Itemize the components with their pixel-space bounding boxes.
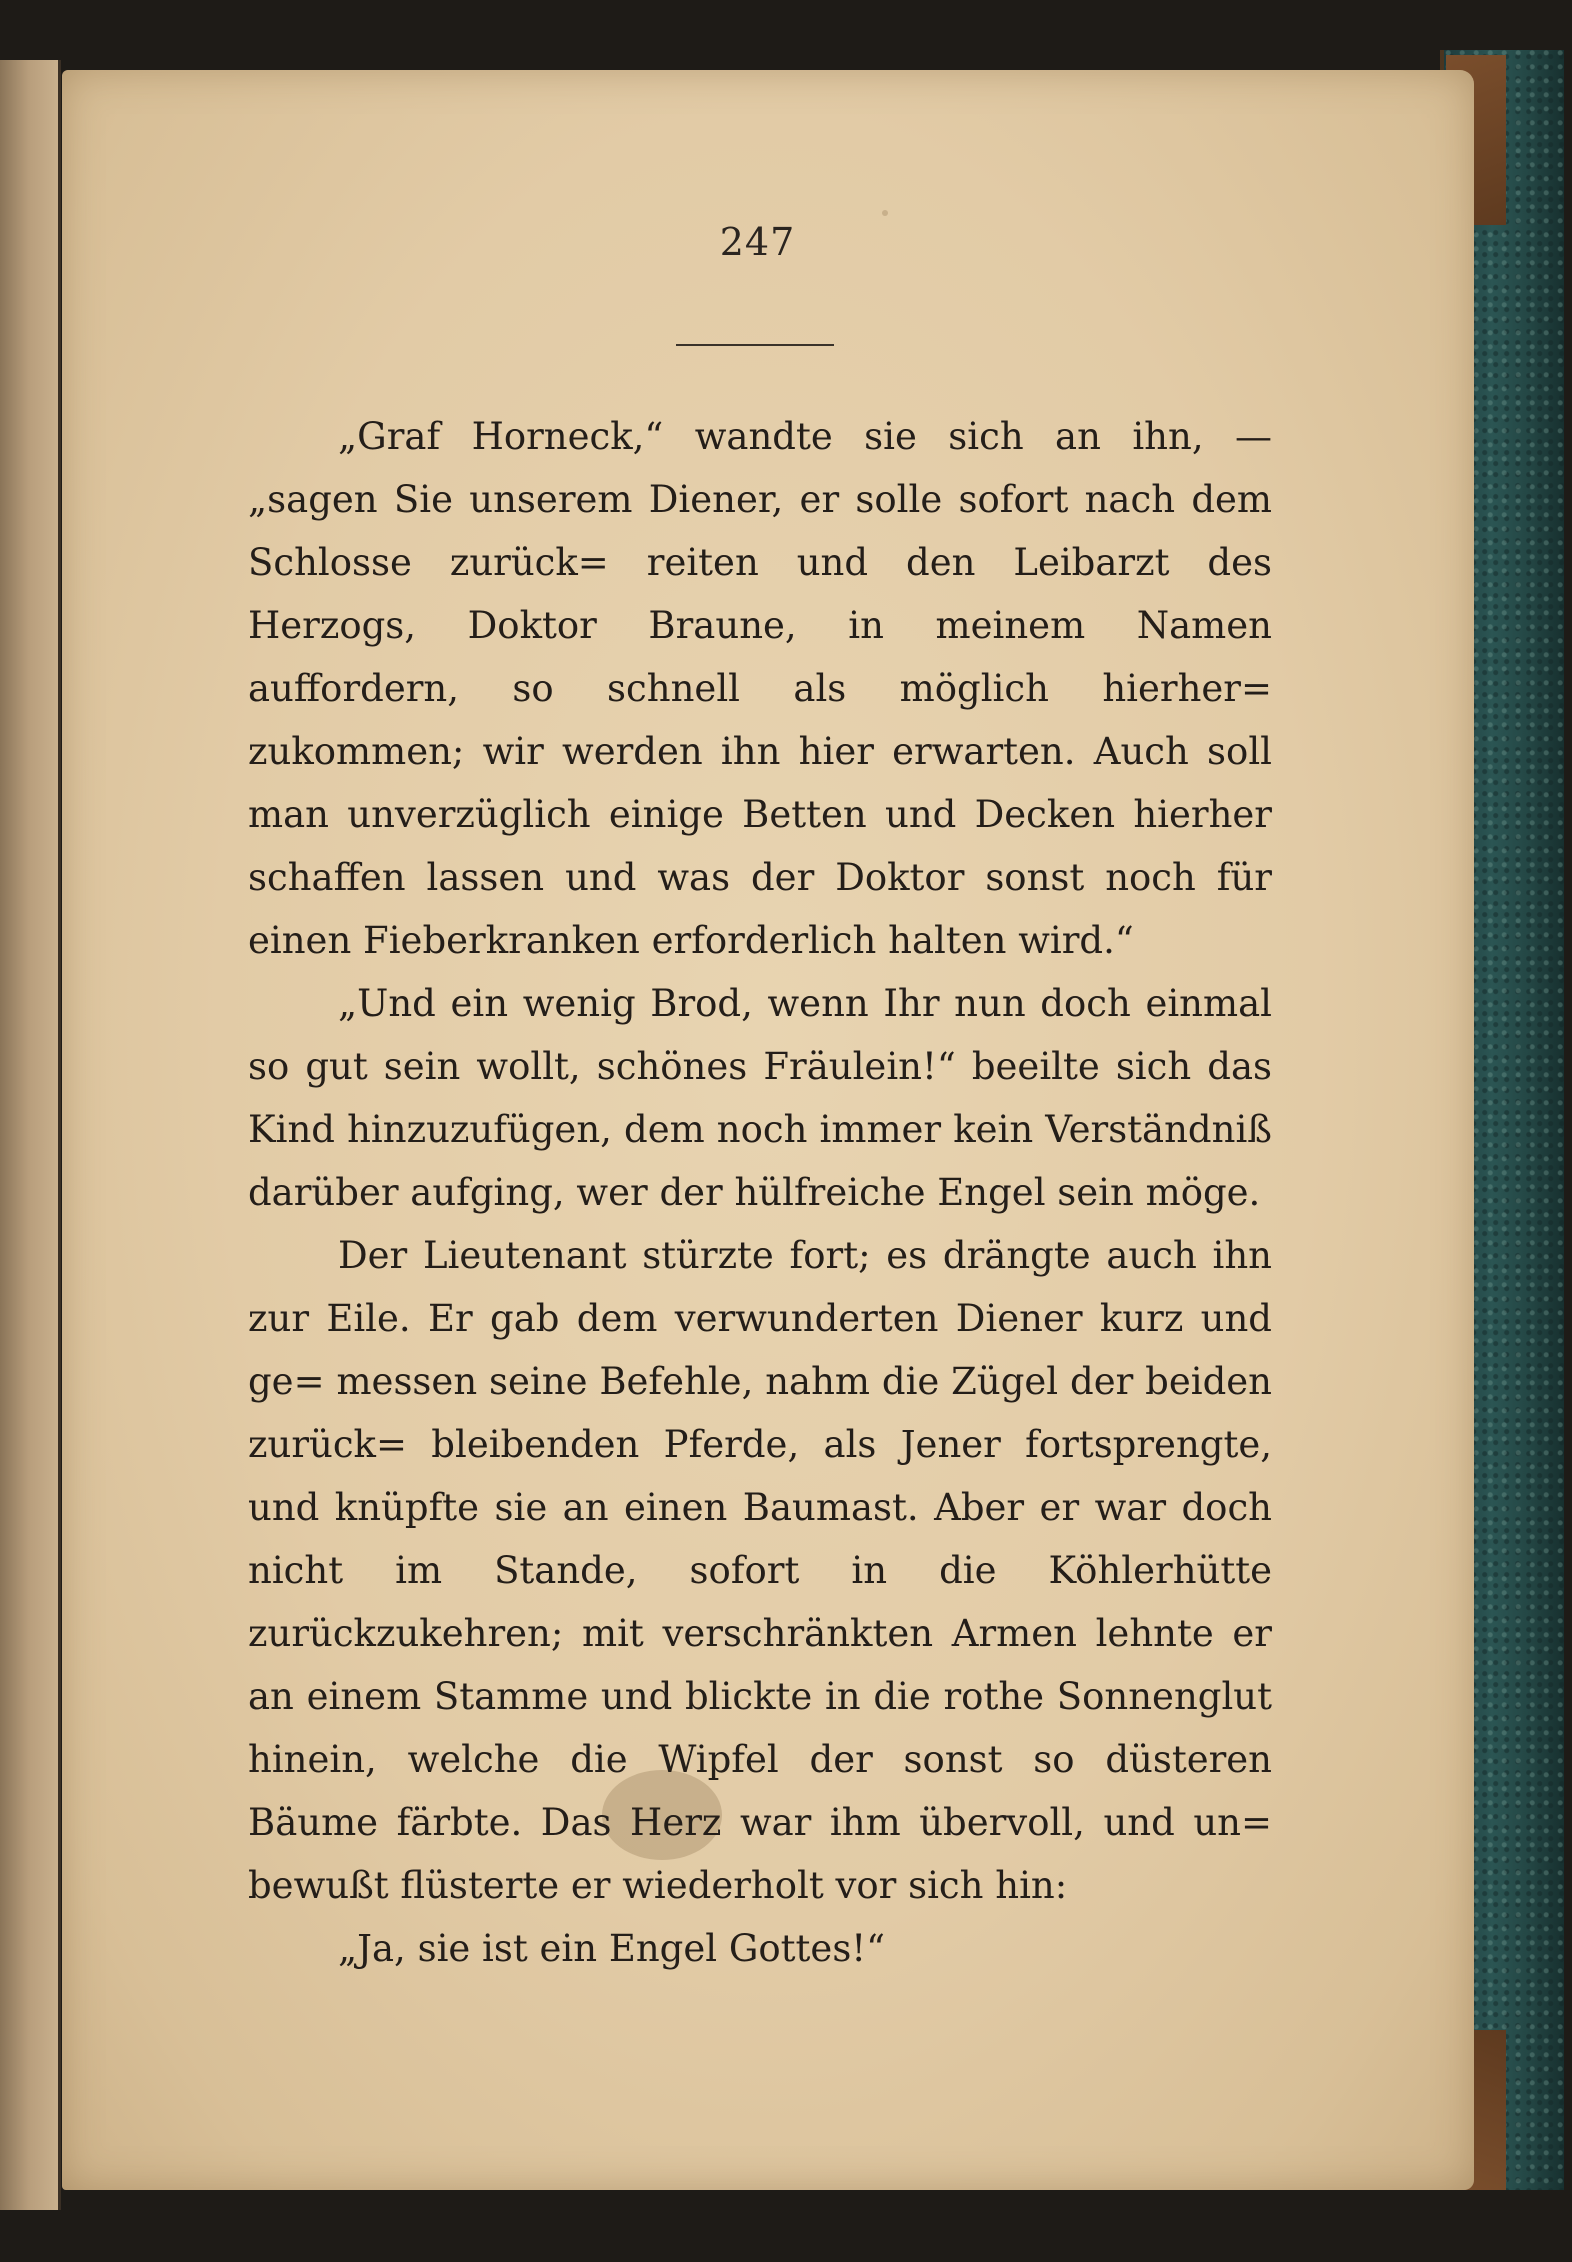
paragraph: Der Lieutenant stürzte fort; es drängte auch ihn zur Eile. Er gab dem verwunderten Diener kurz und ge= messen seine Befehle, nahm die Zügel der beiden zurück= bleibenden Pferde, als Jener fortsprengte, und knüpfte sie an einen Baumast. Aber er war doch nicht im Stande, sofort in die Köhlerhütte zurückzukehren; mit verschränkten Armen lehnte er an einem Stamme und blickte in die rothe Sonnenglut hinein, welche die Wipfel der sonst so düsteren Bäume färbte. Das Herz war ihm übervoll, und un= bewußt flüsterte er wiederholt vor sich hin: — [248, 1234, 1272, 1907]
paragraph: „Und ein wenig Brod, wenn Ihr nun doch einmal so gut sein wollt, schönes Fräulein!“ beeilte sich das Kind hinzuzufügen, dem noch immer kein Verständniß darüber aufging, wer der hülfreiche Engel sein möge. — [248, 982, 1272, 1214]
paper-speck — [882, 210, 888, 216]
paragraph: „Ja, sie ist ein Engel Gottes!“ — [338, 1927, 886, 1970]
facing-page-edge — [0, 60, 61, 2210]
body-text — [248, 405, 1272, 1980]
page-number: 247 — [719, 220, 796, 264]
paragraph: „Graf Horneck,“ wandte sie sich an ihn, — „sagen Sie unserem Diener, er solle sofort nach dem Schlosse zurück= reiten und den Leibarzt des Herzogs, Doktor Braune, in meinem Namen auffordern, so schnell als möglich hierher= zukommen; wir werden ihn hier erwarten. Auch soll man unverzüglich einige Betten und Decken hierher schaffen lassen und was der Doktor sonst noch für einen Fieberkranken erforderlich halten wird.“ — [248, 415, 1272, 962]
page-number-rule — [676, 344, 834, 346]
